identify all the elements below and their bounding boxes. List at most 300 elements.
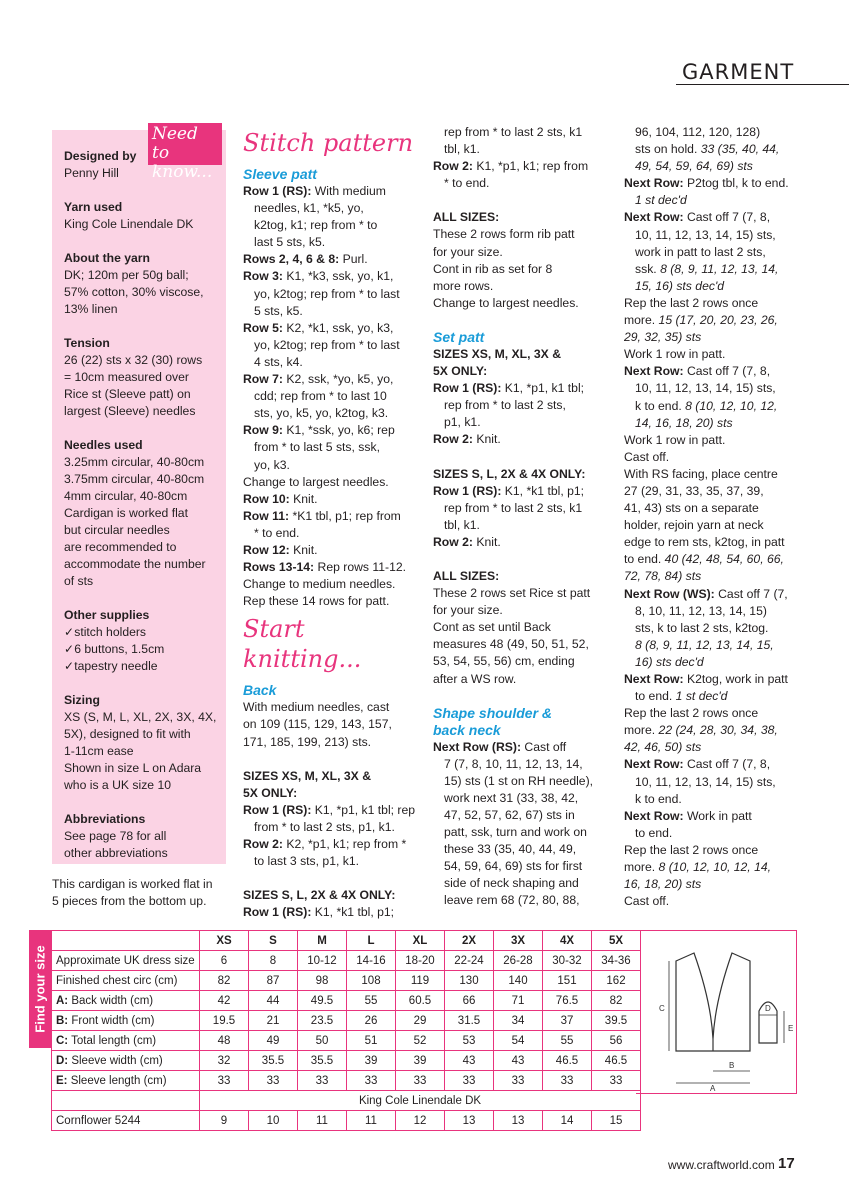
- row-label: [52, 1071, 200, 1091]
- size-cell: 108: [347, 971, 396, 991]
- size-table-section: [29, 930, 797, 1138]
- pattern-text: Rep rows 11-12.: [314, 560, 407, 575]
- pattern-text: from * to last 5 sts, ssk,: [254, 440, 380, 455]
- row-label-key: D:: [56, 1054, 69, 1067]
- pattern-text: Knit.: [289, 542, 318, 557]
- size-cell: 71: [494, 991, 543, 1011]
- size-cell: 66: [445, 991, 494, 1011]
- pattern-line: [433, 858, 615, 875]
- stitch-count: 14, 16, 18, 20) sts: [635, 415, 733, 430]
- sidebar-heading: Yarn used: [64, 200, 123, 214]
- pattern-line: [433, 875, 615, 892]
- size-cell: 39.5: [592, 1011, 641, 1031]
- pattern-text: to end.: [635, 689, 676, 704]
- pattern-text: Knit.: [472, 534, 501, 549]
- pattern-line: [624, 722, 814, 739]
- size-cell: 37: [543, 1011, 592, 1031]
- pattern-text: k to end.: [635, 791, 682, 806]
- pattern-label: Row 1 (RS):: [433, 483, 502, 498]
- size-cell: 82: [200, 971, 249, 991]
- pattern-line: [243, 508, 423, 525]
- pattern-text: ssk.: [635, 261, 661, 276]
- pattern-line: [243, 200, 423, 217]
- size-header: 5X: [592, 931, 641, 951]
- pattern-label: Row 11:: [243, 508, 290, 523]
- pattern-text: Knit.: [289, 491, 318, 506]
- column-1: [243, 124, 423, 921]
- size-cell: 140: [494, 971, 543, 991]
- pattern-line: [624, 876, 814, 893]
- pattern-line: [433, 602, 615, 619]
- supply-item: ✓ tapestry needle: [64, 658, 214, 675]
- pattern-line: [243, 542, 423, 559]
- pattern-text: sts, k to last 2 sts, k2tog.: [635, 620, 769, 635]
- pattern-text: yo, k3.: [254, 457, 290, 472]
- size-cell: 6: [200, 951, 249, 971]
- size-cell: 34-36: [592, 951, 641, 971]
- pattern-text: Work 1 row in patt.: [624, 347, 726, 362]
- pattern-text: Change to largest needles.: [243, 474, 389, 489]
- label-e: E: [788, 1024, 794, 1033]
- pattern-text: rep from * to last 2 sts,: [444, 398, 566, 413]
- pattern-text: tbl, k1.: [444, 517, 480, 532]
- pattern-line: [624, 449, 814, 466]
- pattern-text: 27 (29, 31, 33, 35, 37, 39,: [624, 483, 764, 498]
- stitch-count: 33 (35, 40, 44,: [700, 142, 780, 157]
- pattern-line: [433, 756, 615, 773]
- size-cell: 39: [347, 1051, 396, 1071]
- stitch-count: 16) sts dec'd: [635, 654, 704, 669]
- page-number: 17: [778, 1155, 795, 1172]
- pattern-line: [624, 534, 814, 551]
- pattern-text: 10, 11, 12, 13, 14, 15) sts,: [635, 227, 776, 242]
- pattern-text: Knit.: [472, 432, 501, 447]
- pattern-label: SIZES S, L, 2X & 4X ONLY:: [243, 888, 396, 903]
- pattern-label: Next Row:: [624, 672, 684, 686]
- heading-shape-shoulder: Shape shoulder &: [433, 704, 553, 721]
- size-cell: 76.5: [543, 991, 592, 1011]
- size-cell: 14-16: [347, 951, 396, 971]
- size-cell: 162: [592, 971, 641, 991]
- row-label: [52, 1051, 200, 1071]
- size-cell: 42: [200, 991, 249, 1011]
- pattern-label: Row 1 (RS):: [433, 381, 502, 396]
- sidebar-line: 26 (22) sts x 32 (30) rows: [64, 353, 203, 367]
- size-cell: 98: [298, 971, 347, 991]
- sidebar-line: Penny Hill: [64, 166, 119, 180]
- footer-website: www.craftworld.com: [668, 1158, 775, 1172]
- pattern-text: *K1 tbl, p1; rep from: [289, 508, 401, 523]
- pattern-line: [624, 808, 814, 825]
- yarn-header: King Cole Linendale DK: [200, 1091, 641, 1111]
- pattern-line: [624, 774, 814, 791]
- pattern-text: 15) sts (1 st on RH needle),: [444, 773, 594, 788]
- pattern-line: [624, 380, 814, 397]
- pattern-line: [433, 244, 615, 261]
- size-cell: 33: [592, 1071, 641, 1091]
- pattern-text: to end.: [635, 825, 673, 840]
- stitch-count: 8 (10, 12, 10, 12, 14,: [658, 860, 772, 875]
- pattern-line: [433, 175, 615, 192]
- pattern-text: 10, 11, 12, 13, 14, 15) sts,: [635, 774, 776, 789]
- pattern-text: 10, 11, 12, 13, 14, 15) sts,: [635, 381, 776, 396]
- pattern-text: K1, *p1, k1 tbl;: [501, 381, 585, 396]
- size-cell: 33: [200, 1071, 249, 1091]
- size-cell: 35.5: [249, 1051, 298, 1071]
- pattern-text: Cast off 7 (7, 8,: [683, 757, 771, 772]
- pattern-line: [433, 363, 615, 380]
- sidebar-line: DK; 120m per 50g ball;: [64, 268, 189, 282]
- size-cell: 26: [347, 1011, 396, 1031]
- sidebar-section-sizing: [64, 692, 217, 794]
- pattern-text: more.: [624, 723, 659, 738]
- pattern-label: Next Row:: [624, 210, 684, 225]
- row-label-text: Total length (cm): [68, 1034, 157, 1047]
- pattern-line: [243, 303, 423, 320]
- pattern-text: K1, *p1, k1; rep from: [472, 159, 589, 174]
- row-label-key: A:: [56, 994, 69, 1007]
- size-row: [52, 1031, 641, 1051]
- cardigan-note: [52, 876, 232, 910]
- sidebar-heading: Tension: [64, 336, 110, 350]
- size-cell: 130: [445, 971, 494, 991]
- pattern-text: These 2 rows form rib patt: [433, 227, 575, 242]
- size-cell: 46.5: [592, 1051, 641, 1071]
- blank-line: [433, 449, 615, 466]
- pattern-label: Row 7:: [243, 372, 283, 387]
- pattern-line: [433, 653, 615, 670]
- size-cell: 31.5: [445, 1011, 494, 1031]
- size-cell: 119: [396, 971, 445, 991]
- row-label-text: Front width (cm): [68, 1014, 155, 1027]
- pattern-text: on 109 (115, 129, 143, 157,: [243, 717, 392, 732]
- pattern-line: [243, 217, 423, 234]
- sidebar-line: Cardigan is worked flat: [64, 506, 188, 520]
- pattern-text: more rows.: [433, 278, 494, 293]
- pattern-text: sts, yo, k5, yo, k2tog, k3.: [254, 406, 389, 421]
- stitch-count: 40 (42, 48, 54, 60, 66,: [664, 552, 784, 567]
- row-label-key: B:: [56, 1014, 69, 1027]
- size-cell: 52: [396, 1031, 445, 1051]
- pattern-line: [624, 346, 814, 363]
- pattern-line: [243, 785, 423, 802]
- pattern-line: [433, 739, 615, 756]
- size-row: [52, 1071, 641, 1091]
- row-label: [52, 991, 200, 1011]
- pattern-line: [243, 268, 423, 285]
- pattern-text: With RS facing, place centre: [624, 466, 778, 481]
- pattern-line: [243, 474, 423, 491]
- size-cell: 23.5: [298, 1011, 347, 1031]
- stitch-count: 8 (10, 12, 10, 12,: [685, 398, 778, 413]
- size-cell: 49.5: [298, 991, 347, 1011]
- pattern-line: [243, 354, 423, 371]
- column-2: [433, 124, 615, 910]
- pattern-line: [624, 278, 814, 295]
- size-header: XL: [396, 931, 445, 951]
- pattern-text: Cont in rib as set for 8: [433, 261, 553, 276]
- pattern-line: [433, 226, 615, 243]
- size-cell: 60.5: [396, 991, 445, 1011]
- pattern-text: rep from * to last 2 sts, k1: [444, 125, 583, 139]
- sidebar-line: are recommended to: [64, 540, 177, 554]
- pattern-text: last 5 sts, k5.: [254, 235, 326, 250]
- section-title: GARMENT: [682, 60, 795, 84]
- pattern-line: [624, 141, 814, 158]
- stitch-count: 8 (8, 9, 11, 12, 13, 14, 15,: [635, 637, 774, 652]
- sidebar-section-supplies: [64, 607, 214, 675]
- pattern-line: [243, 439, 423, 456]
- pattern-line: [243, 853, 423, 870]
- stitch-count: 42, 46, 50) sts: [624, 740, 702, 755]
- pattern-line: [624, 244, 814, 261]
- pattern-label: SIZES XS, M, XL, 3X &: [433, 346, 561, 361]
- pattern-label: ALL SIZES:: [433, 568, 500, 583]
- pattern-text: leave rem 68 (72, 80, 88,: [444, 893, 580, 908]
- size-cell: 33: [445, 1071, 494, 1091]
- pattern-line: [243, 457, 423, 474]
- pattern-line: [433, 261, 615, 278]
- size-header: M: [298, 931, 347, 951]
- pattern-text: p1, k1.: [444, 415, 481, 430]
- pattern-line: [624, 312, 814, 329]
- note-line: This cardigan is worked flat in: [52, 877, 213, 891]
- pattern-text: yo, k2tog; rep from * to last: [254, 337, 400, 352]
- pattern-text: Rep these 14 rows for patt.: [243, 594, 390, 609]
- heading-sleeve-patt: Sleeve patt: [243, 166, 317, 182]
- pattern-text: tbl, k1.: [444, 142, 480, 157]
- pattern-line: [624, 517, 814, 534]
- sidebar-line: other abbreviations: [64, 846, 168, 860]
- pattern-line: [624, 739, 814, 756]
- sidebar-line: who is a UK size 10: [64, 778, 172, 792]
- size-row: [52, 951, 641, 971]
- pattern-text: 8, 10, 11, 12, 13, 14, 15): [635, 603, 767, 618]
- pattern-line: [624, 671, 814, 688]
- need-to-know-badge: Need to know...: [148, 123, 222, 165]
- pattern-text: holder, rejoin yarn at neck: [624, 518, 764, 533]
- pattern-line: [624, 329, 814, 346]
- yarn-header-row: [52, 1091, 641, 1111]
- stitch-count: 49, 54, 59, 64, 69) sts: [635, 159, 753, 174]
- pattern-label: Next Row:: [624, 364, 684, 379]
- find-your-size-tab: Find your size: [29, 930, 51, 1048]
- pattern-label: Rows 2, 4, 6 & 8:: [243, 252, 340, 267]
- pattern-line: [433, 466, 615, 483]
- stitch-count: 22 (24, 28, 30, 34, 38,: [658, 723, 778, 738]
- pattern-line: [624, 842, 814, 859]
- size-cell: 22-24: [445, 951, 494, 971]
- size-row: [52, 991, 641, 1011]
- sidebar-heading: Designed by: [64, 149, 137, 163]
- pattern-text: yo, k2tog; rep from * to last: [254, 286, 400, 301]
- pattern-text: these 33 (35, 40, 44, 49,: [444, 842, 577, 857]
- pattern-line: [624, 363, 814, 380]
- size-cell: 55: [347, 991, 396, 1011]
- size-cell: 82: [592, 991, 641, 1011]
- pattern-line: [433, 141, 615, 158]
- stitch-count: 8 (8, 9, 11, 12, 13, 14,: [660, 261, 779, 276]
- blank-line: [243, 870, 423, 887]
- header-blank: [52, 931, 200, 951]
- pattern-line: [243, 388, 423, 405]
- pattern-line: [243, 337, 423, 354]
- pattern-label: Next Row:: [624, 757, 684, 772]
- sidebar-line: = 10cm measured over: [64, 370, 189, 384]
- pattern-line: [433, 431, 615, 448]
- yarn-cell: 9: [200, 1111, 249, 1131]
- size-cell: 19.5: [200, 1011, 249, 1031]
- size-cell: 33: [249, 1071, 298, 1091]
- pattern-line: [433, 158, 615, 175]
- size-row: [52, 1011, 641, 1031]
- pattern-text: 41, 43) sts on a separate: [624, 501, 759, 516]
- pattern-line: [624, 791, 814, 808]
- pattern-text: * to end.: [444, 176, 490, 191]
- size-cell: 56: [592, 1031, 641, 1051]
- size-cell: 87: [249, 971, 298, 991]
- pattern-text: to last 3 sts, p1, k1.: [254, 854, 359, 869]
- garment-diagram-svg: [636, 931, 797, 1095]
- pattern-text: 47, 52, 57, 62, 67) sts in: [444, 808, 575, 822]
- size-row: [52, 1051, 641, 1071]
- yarn-cell: 13: [445, 1111, 494, 1131]
- pattern-line: [624, 893, 814, 910]
- pattern-text: more.: [624, 860, 659, 875]
- label-d: D: [765, 1004, 771, 1013]
- stitch-count: 72, 78, 84) sts: [624, 569, 702, 584]
- pattern-line: [433, 534, 615, 551]
- pattern-text: Work 1 row in patt.: [624, 432, 726, 447]
- supply-item: ✓ stitch holders: [64, 624, 214, 641]
- pattern-line: [433, 585, 615, 602]
- pattern-label: ALL SIZES:: [433, 210, 500, 225]
- pattern-text: Cast off: [521, 739, 567, 754]
- pattern-label: Next Row:: [624, 808, 684, 823]
- pattern-label: Row 1 (RS):: [243, 184, 312, 198]
- size-cell: 33: [298, 1071, 347, 1091]
- yarn-cell: 12: [396, 1111, 445, 1131]
- pattern-label: SIZES S, L, 2X & 4X ONLY:: [433, 466, 586, 481]
- pattern-line: [624, 466, 814, 483]
- sidebar-line: 1-11cm ease: [64, 744, 134, 758]
- pattern-label: Row 2:: [433, 159, 473, 174]
- pattern-line: [243, 593, 423, 610]
- pattern-label: Row 10:: [243, 491, 290, 506]
- pattern-text: Rep the last 2 rows once: [624, 295, 759, 310]
- pattern-text: for your size.: [433, 244, 503, 259]
- sidebar-line: 4mm circular, 40-80cm: [64, 489, 188, 503]
- pattern-text: K2, *p1, k1; rep from *: [282, 837, 407, 851]
- pattern-line: [433, 636, 615, 653]
- pattern-line: [433, 278, 615, 295]
- pattern-line: [624, 654, 814, 671]
- pattern-text: Cast off.: [624, 894, 670, 909]
- pattern-line: [624, 586, 814, 603]
- row-label: [52, 1031, 200, 1051]
- size-cell: 48: [200, 1031, 249, 1051]
- size-cell: 33: [494, 1071, 543, 1091]
- supply-item: ✓ 6 buttons, 1.5cm: [64, 641, 214, 658]
- sidebar-heading: Abbreviations: [64, 812, 146, 826]
- sidebar-line: Shown in size L on Adara: [64, 761, 202, 775]
- blank-line: [433, 551, 615, 568]
- pattern-line: [624, 209, 814, 226]
- row-label: [52, 1091, 200, 1111]
- size-cell: 33: [347, 1071, 396, 1091]
- label-c: C: [659, 1004, 665, 1013]
- pattern-text: Cast off.: [624, 449, 670, 464]
- pattern-text: With medium: [311, 184, 386, 198]
- pattern-line: [433, 807, 615, 824]
- pattern-line: [243, 320, 423, 337]
- size-row: [52, 971, 641, 991]
- note-line: 5 pieces from the bottom up.: [52, 894, 207, 908]
- pattern-text: Purl.: [339, 252, 368, 267]
- pattern-text: Cast off 7 (7,: [714, 586, 788, 601]
- heading-start-knitting: Start knitting...: [243, 615, 362, 674]
- pattern-line: [624, 859, 814, 876]
- pattern-text: for your size.: [433, 603, 503, 618]
- pattern-line: [624, 688, 814, 705]
- size-cell: 33: [396, 1071, 445, 1091]
- size-table: [51, 930, 641, 1131]
- pattern-text: Work in patt: [683, 808, 752, 823]
- stitch-count: 15 (17, 20, 20, 23, 26,: [658, 313, 778, 328]
- yarn-cell: 13: [494, 1111, 543, 1131]
- pattern-label: Next Row (RS):: [433, 739, 522, 754]
- pattern-line: [243, 559, 423, 576]
- pattern-label: Row 2:: [433, 534, 473, 549]
- sidebar-heading: Sizing: [64, 693, 100, 707]
- pattern-text: K1, *k1 tbl, p1;: [501, 483, 585, 498]
- row-label-key: C:: [56, 1034, 69, 1047]
- sidebar-section-needles: [64, 437, 214, 590]
- row-label: [52, 971, 200, 991]
- pattern-text: Rep the last 2 rows once: [624, 706, 759, 721]
- pattern-line: [433, 124, 615, 141]
- size-cell: 49: [249, 1031, 298, 1051]
- yarn-colour: Cornflower 5244: [52, 1111, 200, 1131]
- yarn-cell: 15: [592, 1111, 641, 1131]
- size-cell: 29: [396, 1011, 445, 1031]
- pattern-text: These 2 rows set Rice st patt: [433, 586, 591, 601]
- sidebar-section-abbrev: [64, 811, 214, 862]
- pattern-line: [433, 209, 615, 226]
- size-header: XS: [200, 931, 249, 951]
- row-label-text: Sleeve length (cm): [67, 1074, 167, 1087]
- pattern-line: [433, 892, 615, 909]
- pattern-line: [243, 768, 423, 785]
- size-cell: 54: [494, 1031, 543, 1051]
- pattern-label: 5X ONLY:: [243, 785, 298, 800]
- yarn-cell: 14: [543, 1111, 592, 1131]
- size-cell: 30-32: [543, 951, 592, 971]
- pattern-line: [433, 500, 615, 517]
- pattern-text: 96, 104, 112, 120, 128): [635, 125, 761, 139]
- pattern-text: rep from * to last 2 sts, k1: [444, 500, 583, 515]
- blank-line: [433, 192, 615, 209]
- stitch-count: 29, 32, 35) sts: [624, 330, 702, 345]
- size-cell: 39: [396, 1051, 445, 1071]
- pattern-line: [624, 432, 814, 449]
- pattern-text: Change to medium needles.: [243, 577, 396, 592]
- pattern-line: [433, 671, 615, 688]
- size-cell: 32: [200, 1051, 249, 1071]
- pattern-line: [243, 716, 423, 733]
- pattern-line: [243, 887, 423, 904]
- pattern-line: [433, 824, 615, 841]
